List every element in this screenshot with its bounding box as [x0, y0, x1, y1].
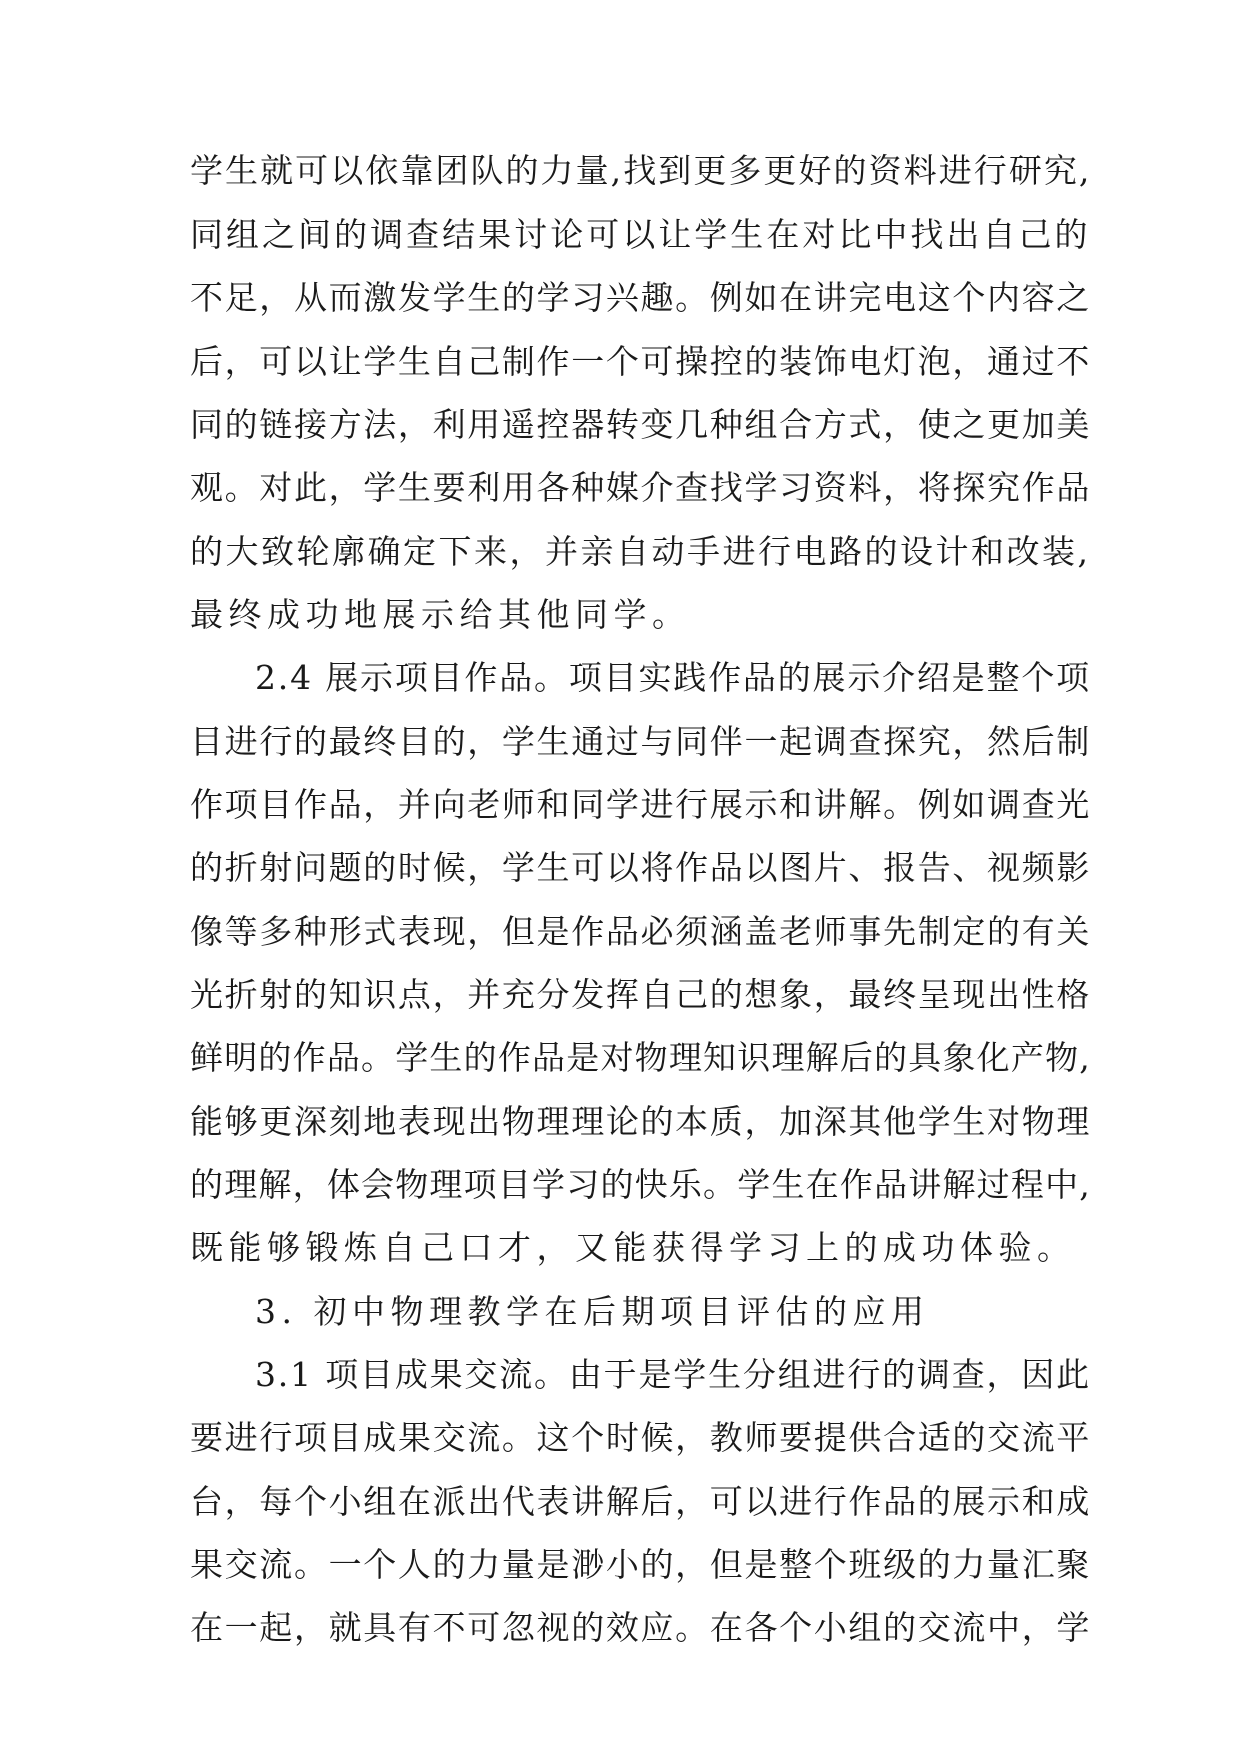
text-line: 要进行项目成果交流。这个时候，教师要提供合适的交流平 — [190, 1418, 1091, 1457]
text-line: 能够更深刻地表现出物理理论的本质，加深其他学生对物理 — [190, 1102, 1091, 1141]
text-line: 不足，从而激发学生的学习兴趣。例如在讲完电这个内容之 — [190, 278, 1091, 317]
text-line: 同的链接方法，利用遥控器转变几种组合方式，使之更加美 — [190, 405, 1091, 444]
text-line: 在一起，就具有不可忽视的效应。在各个小组的交流中，学 — [190, 1608, 1091, 1647]
text-line: 既能够锻炼自己口才，又能获得学习上的成功体验。 — [190, 1228, 1076, 1267]
text-line: 观。对此，学生要利用各种媒介查找学习资料，将探究作品 — [190, 468, 1091, 507]
text-line: 果交流。一个人的力量是渺小的，但是整个班级的力量汇聚 — [190, 1545, 1091, 1584]
text-line: 的折射问题的时候，学生可以将作品以图片、报告、视频影 — [190, 848, 1091, 887]
text-line: 学生就可以依靠团队的力量,找到更多更好的资料进行研究, — [190, 151, 1092, 190]
text-line: 目进行的最终目的，学生通过与同伴一起调查探究，然后制 — [190, 722, 1091, 761]
text-line: 同组之间的调查结果讨论可以让学生在对比中找出自己的 — [190, 215, 1091, 254]
text-line: 鲜明的作品。学生的作品是对物理知识理解后的具象化产物, — [190, 1038, 1091, 1077]
text-line: 像等多种形式表现，但是作品必须涵盖老师事先制定的有关 — [190, 912, 1091, 951]
text-line: 后，可以让学生自己制作一个可操控的装饰电灯泡，通过不 — [190, 342, 1091, 381]
section-heading-3: 3. 初中物理教学在后期项目评估的应用 — [255, 1292, 930, 1331]
text-line: 的大致轮廓确定下来，并亲自动手进行电路的设计和改装, — [190, 532, 1091, 571]
text-line: 台，每个小组在派出代表讲解后，可以进行作品的展示和成 — [190, 1482, 1091, 1521]
text-line: 光折射的知识点，并充分发挥自己的想象，最终呈现出性格 — [190, 975, 1091, 1014]
text-line: 最终成功地展示给其他同学。 — [190, 595, 691, 634]
section-heading-2-4: 2.4 展示项目作品。项目实践作品的展示介绍是整个项 — [255, 658, 1091, 697]
section-heading-3-1: 3.1 项目成果交流。由于是学生分组进行的调查，因此 — [255, 1355, 1091, 1394]
text-line: 的理解，体会物理项目学习的快乐。学生在作品讲解过程中, — [190, 1165, 1091, 1204]
text-line: 作项目作品，并向老师和同学进行展示和讲解。例如调查光 — [190, 785, 1091, 824]
